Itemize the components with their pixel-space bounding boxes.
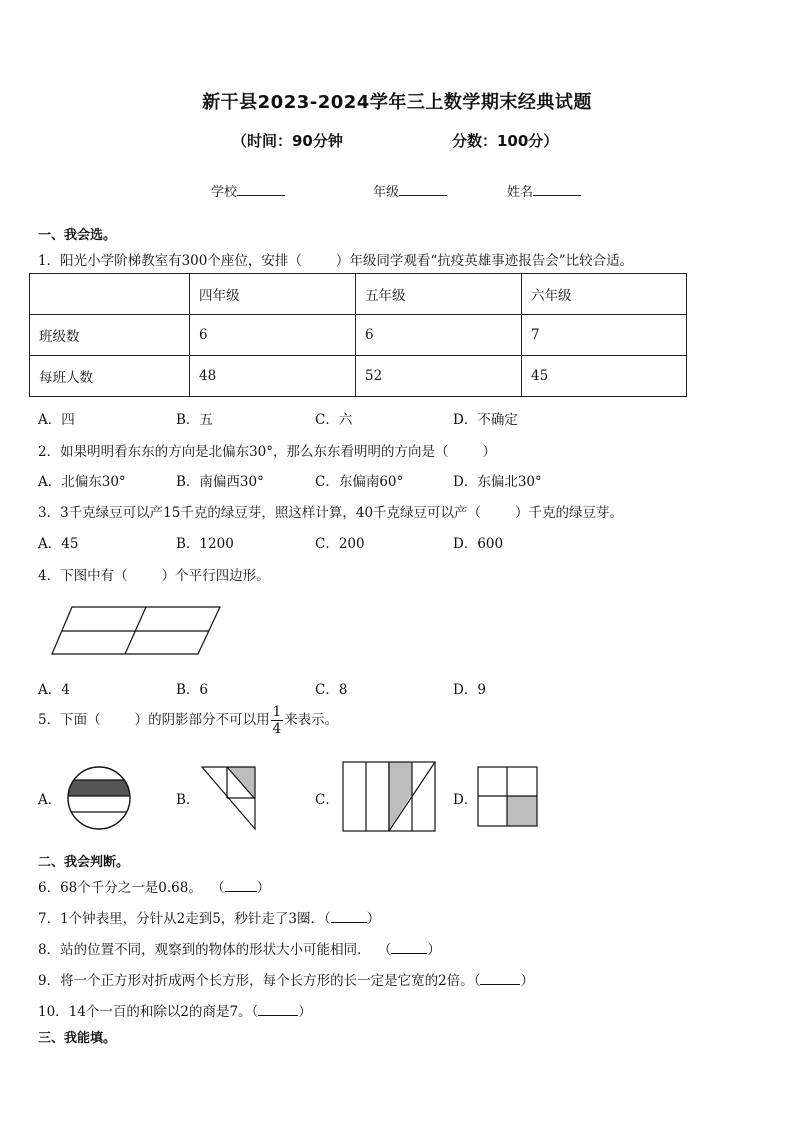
table-cell: 班级数 [30, 315, 190, 356]
q4-option-a[interactable]: A．4 [38, 682, 70, 698]
table-cell: 48 [190, 356, 356, 397]
school-label: 学校 [211, 185, 238, 200]
exam-time: （时间：90分钟 [232, 132, 343, 150]
question-5 [38, 704, 338, 737]
question-3 [38, 501, 623, 521]
page-title: 新干县2023-2024学年三上数学期末经典试题 [202, 92, 592, 113]
q3-option-b[interactable]: B．1200 [176, 536, 234, 552]
table-cell: 6 [190, 315, 356, 356]
q2-option-b[interactable]: B．南偏西30° [176, 474, 264, 490]
q9-text: 9．将一个正方形对折成两个长方形，每个长方形的长一定是它宽的2倍。 [38, 973, 474, 989]
q9-paren-close: ） [520, 973, 534, 989]
q5-option-b[interactable]: B． [176, 792, 200, 808]
school-blank[interactable] [237, 183, 285, 196]
parallelogram-figure [50, 606, 222, 656]
q1-option-a[interactable]: A．四 [38, 412, 75, 428]
q10-answer-blank[interactable] [258, 1003, 298, 1016]
square-grid-figure [477, 766, 539, 828]
fraction-denominator: 4 [272, 721, 282, 737]
grade-field [373, 181, 447, 200]
table-cell: 52 [356, 356, 522, 397]
q7-paren-close: ） [366, 911, 381, 927]
table-header-cell [30, 274, 190, 315]
section-3-heading: 三、我能填。 [38, 1031, 117, 1046]
table-header-cell: 五年级 [356, 274, 522, 315]
q4-option-c[interactable]: C．8 [315, 682, 348, 698]
q3-option-d[interactable]: D．600 [453, 536, 504, 552]
q1-table [29, 273, 687, 397]
question-9 [38, 969, 534, 989]
q5-text-b: ）的阴影部分不可以用 [134, 712, 270, 728]
q4-option-b[interactable]: B．6 [176, 682, 209, 698]
q2-text-b: ） [482, 444, 497, 460]
fraction-one-quarter [271, 704, 284, 737]
section-1-heading: 一、我会选。 [38, 228, 117, 243]
question-8 [38, 938, 441, 958]
question-6 [38, 876, 270, 896]
q2-option-d[interactable]: D．东偏北30° [453, 474, 542, 490]
q5-option-c[interactable]: C． [315, 792, 339, 808]
grade-blank[interactable] [399, 183, 447, 196]
rectangle-strips-figure [342, 761, 436, 833]
q2-option-a[interactable]: A．北偏东30° [38, 474, 126, 490]
question-7 [38, 907, 380, 927]
grade-label: 年级 [373, 185, 400, 200]
q1-text-a: 1．阳光小学阶梯教室有300个座位，安排（ [38, 253, 302, 269]
question-4 [38, 564, 270, 584]
q6-text: 6．68个千分之一是0.68。 [38, 880, 202, 896]
q2-text-a: 2．如果明明看东东的方向是北偏东30°，那么东东看明明的方向是（ [38, 444, 449, 460]
q8-paren-close: ） [427, 942, 441, 958]
table-cell: 45 [522, 356, 687, 397]
triangle-figure [200, 765, 258, 831]
question-10 [38, 1000, 312, 1020]
q8-answer-blank[interactable] [391, 941, 427, 954]
q3-text-a: 3．3千克绿豆可以产15千克的绿豆芽，照这样计算，40千克绿豆可以产（ [38, 505, 482, 521]
q4-text-b: ）个平行四边形。 [161, 568, 270, 584]
table-cell: 7 [522, 315, 687, 356]
name-field [507, 181, 581, 200]
q7-answer-blank[interactable] [331, 910, 367, 923]
q7-text: 7．1个钟表里，分针从2走到5，秒针走了3圈． [38, 911, 324, 927]
q1-option-b[interactable]: B．五 [176, 412, 213, 428]
q6-paren-open: （ [217, 880, 225, 896]
q1-text-b: ）年级同学观看“抗疫英雄事迹报告会”比较合适。 [335, 253, 634, 269]
table-header-cell: 六年级 [522, 274, 687, 315]
q5-option-d[interactable]: D． [453, 792, 478, 808]
school-field [211, 181, 285, 200]
q3-option-c[interactable]: C．200 [315, 536, 365, 552]
exam-score: 分数：100分） [452, 132, 559, 150]
q5-text-c: 来表示。 [284, 712, 339, 728]
q6-paren-close: ） [256, 880, 271, 896]
q1-option-d[interactable]: D．不确定 [453, 412, 518, 428]
q4-text-a: 4．下图中有（ [38, 568, 128, 584]
q3-option-a[interactable]: A．45 [38, 536, 79, 552]
q9-answer-blank[interactable] [480, 972, 520, 985]
table-row [30, 356, 687, 397]
question-2 [38, 440, 496, 460]
question-1 [38, 249, 633, 269]
q2-option-c[interactable]: C．东偏南60° [315, 474, 404, 490]
q5-text-a: 5．下面（ [38, 712, 101, 728]
fraction-numerator: 1 [272, 704, 282, 720]
section-2-heading: 二、我会判断。 [38, 855, 130, 870]
q7-paren-open: （ [323, 911, 331, 927]
q10-paren-open: （ [251, 1004, 259, 1020]
q8-paren-open: （ [384, 942, 392, 958]
q10-paren-close: ） [298, 1004, 312, 1020]
name-label: 姓名 [507, 185, 534, 200]
table-row [30, 315, 687, 356]
q10-text: 10．14个一百的和除以2的商是7。 [38, 1004, 252, 1020]
table-row [30, 274, 687, 315]
table-header-cell: 四年级 [190, 274, 356, 315]
q3-text-b: ）千克的绿豆芽。 [515, 505, 624, 521]
q1-option-c[interactable]: C．六 [315, 412, 353, 428]
q9-paren-open: （ [473, 973, 481, 989]
q5-option-a[interactable]: A． [38, 792, 62, 808]
circle-figure [66, 765, 132, 831]
name-blank[interactable] [533, 183, 581, 196]
q4-option-d[interactable]: D．9 [453, 682, 486, 698]
table-cell: 每班人数 [30, 356, 190, 397]
q6-answer-blank[interactable] [225, 879, 257, 892]
q8-text: 8．站的位置不同，观察到的物体的形状大小可能相同． [38, 942, 371, 958]
table-cell: 6 [356, 315, 522, 356]
